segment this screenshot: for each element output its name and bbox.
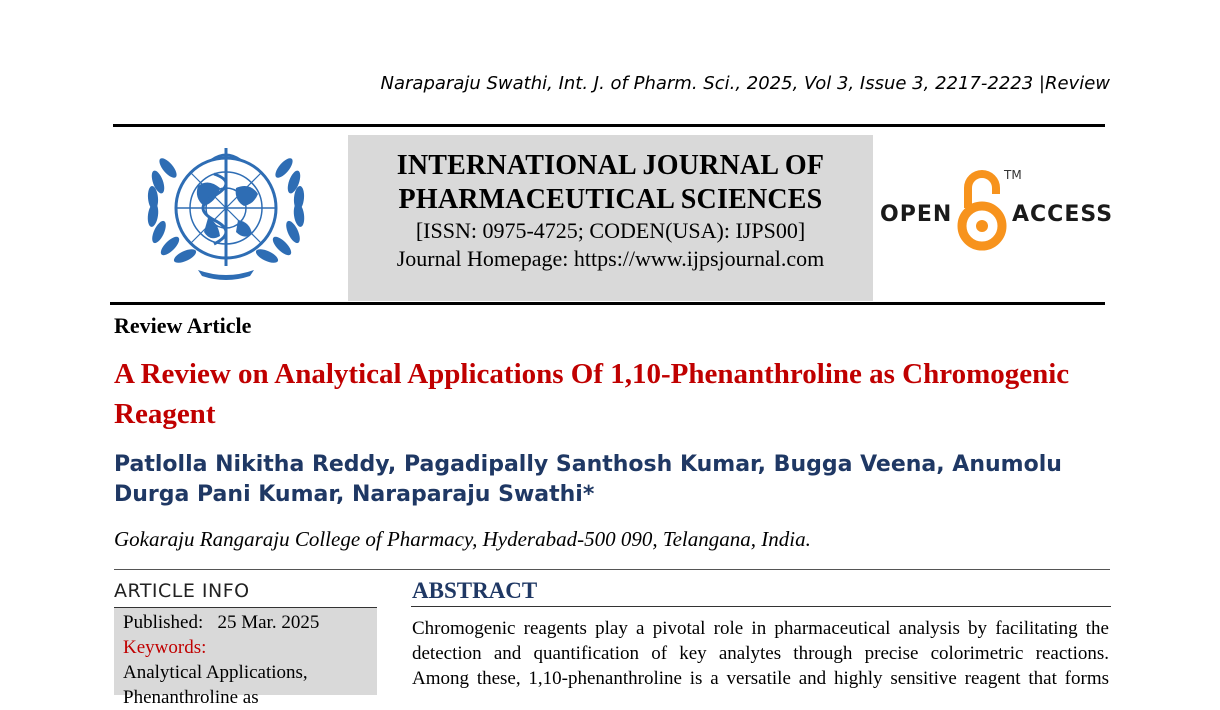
journal-name-line1: INTERNATIONAL JOURNAL OF [396, 150, 825, 181]
abstract-line: Among these, 1,10-phenanthroline is a versatile and highly sensitive reagent that forms [412, 668, 1109, 689]
published-date: 25 Mar. 2025 [217, 612, 320, 633]
affiliation: Gokaraju Rangaraju College of Pharmacy, Hyderabad-500 090, Telangana, India. [114, 527, 811, 551]
open-access-word-access: ACCESS [1012, 202, 1114, 227]
globe-caduceus-emblem-icon [128, 138, 324, 284]
running-citation: Naraparaju Swathi, Int. J. of Pharm. Sci., 2025, Vol 3, Issue 3, 2217-2223 |Review [380, 73, 1110, 94]
journal-issn: [ISSN: 0975-4725; CODEN(USA): IJPS00] [415, 218, 806, 243]
journal-masthead [348, 135, 873, 301]
article-title: A Review on Analytical Applications Of 1,10-Phenanthroline as Chromogenic Reagent [114, 358, 1070, 430]
journal-name-line2: PHARMACEUTICAL SCIENCES [398, 184, 823, 215]
top-rule [113, 124, 1105, 127]
abstract-rule [411, 606, 1111, 607]
journal-homepage: Journal Homepage: https://www.ijpsjournal.com [396, 246, 825, 271]
keywords-label: Keywords: [123, 637, 207, 658]
article-info-heading: ARTICLE INFO [114, 580, 250, 602]
article-type: Review Article [114, 313, 252, 338]
open-access-word-open: OPEN [880, 202, 953, 227]
open-access-logo [880, 168, 1114, 250]
abstract-line: detection and quantification of key analytes through precise colorimetric reactions. [412, 643, 1109, 664]
abstract-body [412, 616, 1109, 691]
masthead-bottom-rule [110, 302, 1105, 305]
affiliation-rule [114, 569, 1110, 570]
article-info-box [114, 608, 377, 708]
abstract-line: Chromogenic reagents play a pivotal role in pharmaceutical analysis by facilitating the [412, 618, 1109, 639]
abstract-heading: ABSTRACT [412, 578, 538, 603]
published-label: Published: [123, 612, 204, 633]
published-row [123, 610, 377, 635]
keyword-item: Phenanthroline as [123, 687, 259, 708]
open-access-trademark: TM [1004, 168, 1022, 182]
open-lock-icon [954, 168, 1010, 250]
author-list: Patlolla Nikitha Reddy, Pagadipally Santhosh Kumar, Bugga Veena, Anumolu Durga Pani Kumar, Naraparaju Swathi* [114, 452, 1062, 507]
keyword-item: Analytical Applications, [123, 662, 308, 683]
